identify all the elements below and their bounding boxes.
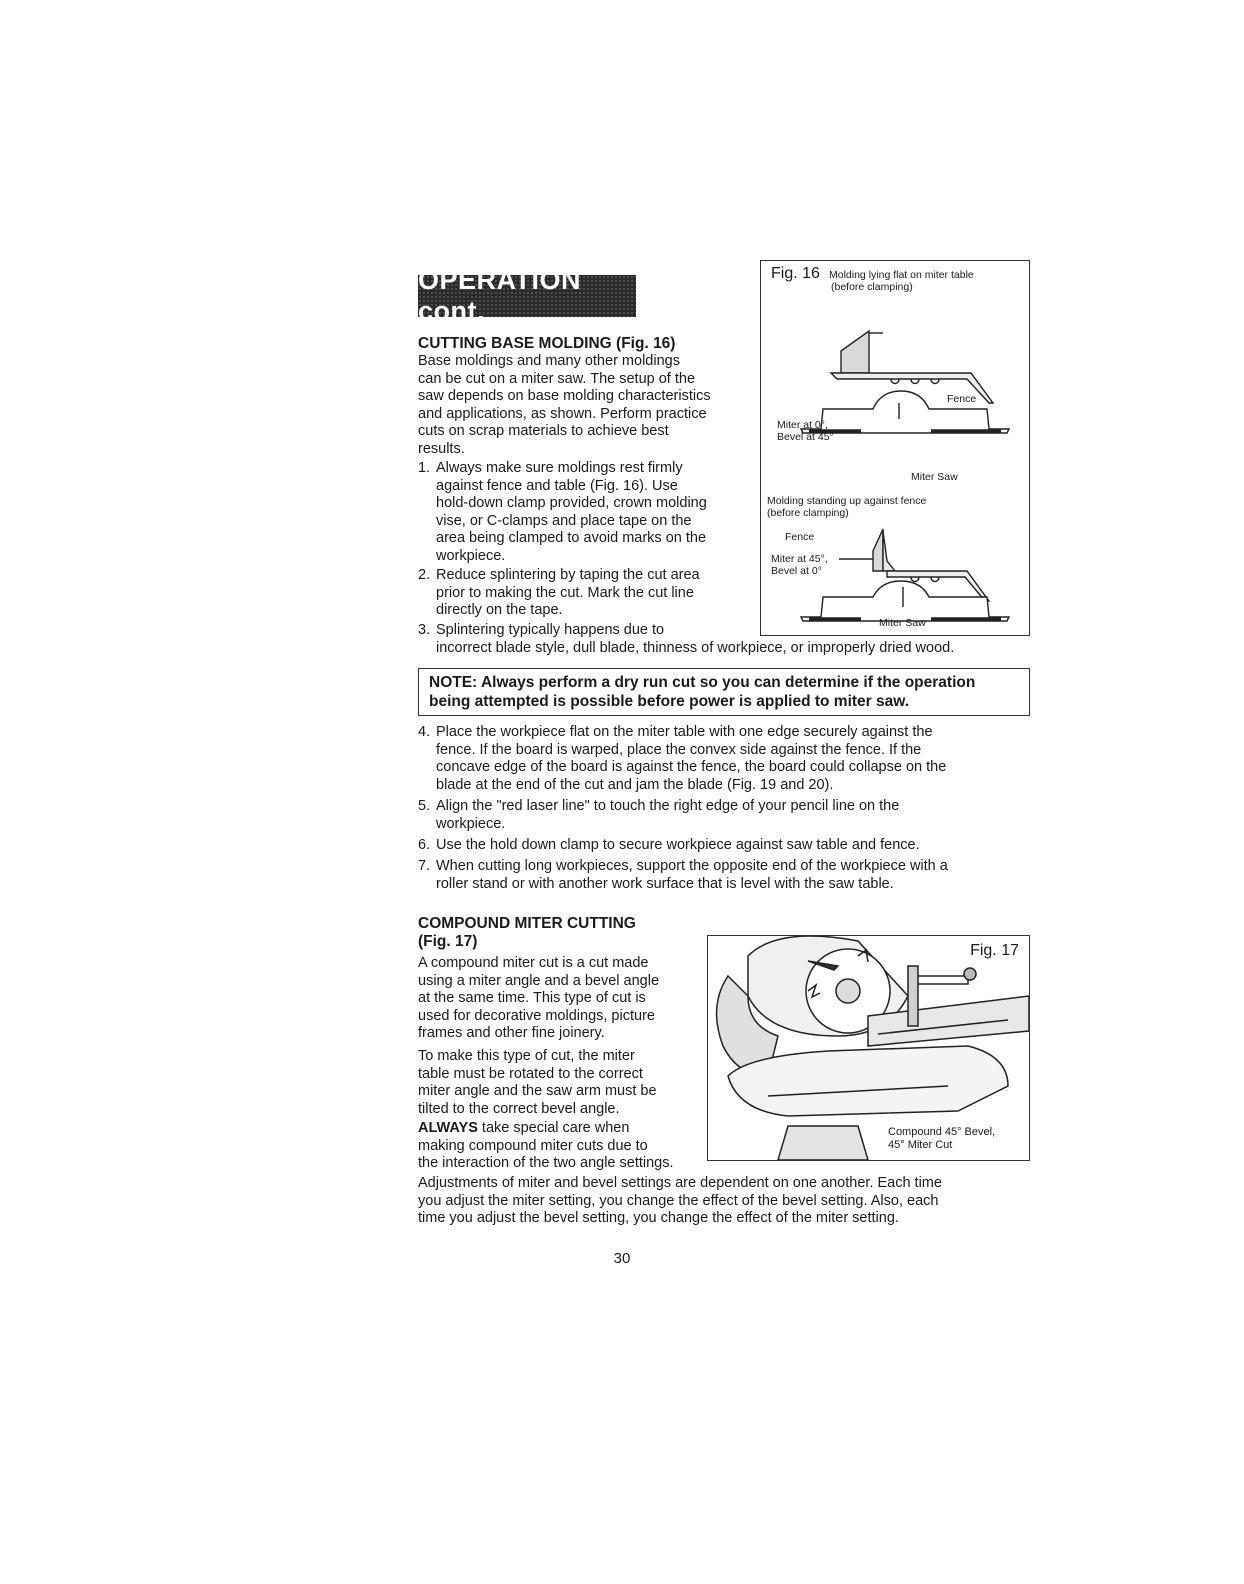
hold-down-clamp (908, 966, 918, 1026)
list-line: prior to making the cut. Mark the cut line (436, 584, 694, 601)
flat-molding-setup (801, 331, 1009, 433)
list-item (418, 858, 1038, 894)
saw-label: Miter Saw (911, 471, 958, 483)
always-word: ALWAYS (418, 1120, 478, 1136)
list-line: Splintering typically happens due to (436, 622, 665, 638)
list-number: 6. (418, 837, 431, 853)
list-number: 7. (418, 858, 431, 874)
list-line: incorrect blade style, dull blade, thinness of workpiece, or improperly dried wood. (436, 639, 955, 656)
figure-17 (707, 935, 1030, 1161)
list-line: Reduce splintering by taping the cut area (436, 567, 700, 583)
saw-base (778, 1126, 868, 1160)
para-line: frames and other fine joinery. (418, 1025, 605, 1041)
para-line: used for decorative moldings, picture (418, 1007, 655, 1024)
compound-heading-fig: (Fig. 17) (418, 933, 478, 950)
para-line: the interaction of the two angle settings. (418, 1155, 674, 1171)
compound-para (418, 1175, 1038, 1228)
fence-label: Fence (785, 531, 815, 543)
intro-line: and applications, as shown. Perform practice (418, 405, 707, 422)
list-item (418, 460, 758, 566)
list-line: Align the "red laser line" to touch the right edge of your pencil line on the (436, 798, 900, 814)
para-line: at the same time. This type of cut is (418, 990, 646, 1006)
list-line: Use the hold down clamp to secure workpiece against saw table and fence. (436, 837, 920, 853)
list-line: Always make sure moldings rest firmly (436, 460, 683, 476)
note-line: being attempted is possible before power is applied to miter saw. (429, 693, 910, 710)
list-line: Place the workpiece flat on the miter table with one edge securely against the (436, 724, 933, 740)
fig17-caption (888, 1126, 995, 1152)
para-line: Adjustments of miter and bevel settings are dependent on one another. Each time (418, 1175, 942, 1191)
setting-label: Bevel at 45° (777, 431, 834, 443)
blade-arbor (836, 979, 860, 1003)
fig17-label: Fig. 17 (970, 942, 1019, 959)
list-line: roller stand or with another work surface that is level with the saw table. (436, 875, 894, 892)
intro-line: results. (418, 440, 465, 457)
fig16-caption: Molding lying flat on miter table (829, 269, 974, 281)
intro-line: saw depends on base molding characteristics (418, 388, 711, 404)
para-line: miter angle and the saw arm must be (418, 1083, 657, 1099)
section-banner (418, 265, 636, 326)
para-line (418, 1120, 718, 1138)
clamp-arm (918, 976, 968, 984)
list-line: workpiece. (436, 815, 506, 832)
setting-label: Miter at 45°, (771, 553, 828, 565)
saw-table (801, 391, 1009, 433)
fig16-label: Fig. 16 (771, 265, 820, 282)
molding-piece (883, 531, 895, 571)
para-line: table must be rotated to the correct (418, 1065, 643, 1082)
para-line: time you adjust the bevel setting, you change the effect of the miter setting. (418, 1210, 899, 1226)
list-number: 3. (418, 622, 431, 638)
compound-para (418, 955, 708, 1043)
caption-line: 45° Miter Cut (888, 1139, 953, 1151)
molding-diagram (761, 291, 1029, 631)
para-line: tilted to the correct bevel angle. (418, 1100, 620, 1117)
note-box (418, 668, 1030, 716)
para-line: you adjust the miter setting, you change the effect of the bevel setting. Also, each (418, 1192, 939, 1209)
list-number: 2. (418, 567, 431, 583)
compound-heading: COMPOUND MITER CUTTING (418, 915, 636, 932)
para-line: A compound miter cut is a cut made (418, 955, 649, 971)
list-item (418, 837, 1038, 855)
page-number: 30 (613, 1250, 631, 1267)
list-line: concave edge of the board is against the fence, the board could collapse on the (436, 759, 947, 775)
para-text: take special care when (477, 1120, 630, 1136)
list-line: vise, or C-clamps and place tape on the (436, 512, 692, 529)
list-item (418, 798, 1038, 834)
list-line: fence. If the board is warped, place the convex side against the fence. If the (436, 741, 922, 758)
list-number: 1. (418, 460, 431, 476)
compound-para (418, 1120, 718, 1173)
intro-line: cuts on scrap materials to achieve best (418, 423, 669, 439)
clamp-knob (964, 968, 976, 980)
banner-title: OPERATION cont. (418, 265, 582, 326)
para-line: using a miter angle and a bevel angle (418, 972, 660, 989)
setting-label: Miter at 0°, (777, 419, 828, 431)
caption-line: Compound 45° Bevel, (888, 1126, 996, 1138)
standing-molding-setup (801, 529, 1009, 621)
setting-label: Bevel at 0° (771, 565, 822, 577)
fig16-caption: (before clamping) (831, 281, 913, 293)
fig16-caption: Molding standing up against fence (767, 495, 927, 507)
note-line: NOTE: Always perform a dry run cut so you can determine if the operation (429, 674, 976, 691)
list-line: hold-down clamp provided, crown molding (436, 495, 707, 511)
list-line: When cutting long workpieces, support the opposite end of the workpiece with a (436, 858, 948, 874)
para-line: To make this type of cut, the miter (418, 1048, 635, 1064)
intro-line: Base moldings and many other moldings (418, 353, 680, 369)
list-line: area being clamped to avoid marks on the (436, 530, 707, 546)
compound-para (418, 1048, 708, 1118)
fence-label: Fence (947, 393, 977, 405)
list-line: against fence and table (Fig. 16). Use (436, 477, 678, 494)
fence-shape (841, 331, 869, 373)
saw-label: Miter Saw (879, 617, 926, 629)
list-line: directly on the tape. (436, 602, 563, 618)
list-number: 5. (418, 798, 431, 814)
list-line: workpiece. (436, 547, 506, 564)
list-line: blade at the end of the cut and jam the blade (Fig. 19 and 20). (436, 776, 834, 793)
list-item (418, 724, 1038, 796)
list-item (418, 567, 758, 621)
fence-shape (873, 529, 883, 571)
intro-line: can be cut on a miter saw. The setup of the (418, 370, 696, 387)
base-molding-intro (418, 353, 758, 458)
figure-16 (760, 260, 1030, 636)
base-molding-heading: CUTTING BASE MOLDING (Fig. 16) (418, 335, 676, 352)
list-number: 4. (418, 724, 431, 740)
para-line: making compound miter cuts due to (418, 1137, 648, 1154)
fig16-caption: (before clamping) (767, 507, 849, 519)
